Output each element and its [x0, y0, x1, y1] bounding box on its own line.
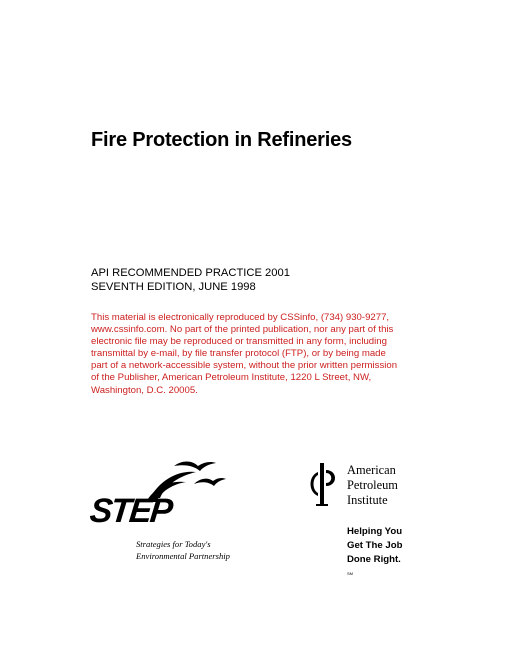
- api-slogan: [347, 525, 402, 581]
- service-mark: SM: [347, 571, 353, 576]
- api-logo: [306, 462, 446, 576]
- step-tagline-line: Strategies for Today's: [136, 539, 211, 549]
- notice-line: part of a network-accessible system, without the prior written permission: [91, 360, 398, 372]
- notice-line: This material is electronically reproduced by CSSinfo, (734) 930-9277,: [91, 312, 390, 323]
- step-tagline: [136, 538, 230, 562]
- api-slogan-line: Get The Job: [347, 540, 403, 551]
- api-monogram-icon: [306, 462, 340, 506]
- copyright-notice: [91, 312, 421, 397]
- notice-line: Washington, D.C. 20005.: [91, 384, 198, 396]
- api-slogan-line: Helping You: [347, 526, 403, 537]
- notice-line: www.cssinfo.com. No part of the printed publication, nor any part of this: [91, 324, 394, 336]
- api-slogan-line: [347, 553, 402, 581]
- document-designation-block: [91, 266, 290, 294]
- notice-line: electronic file may be reproduced or transmitted in any form, including: [91, 336, 387, 348]
- api-institute-name: [347, 463, 398, 508]
- api-name-line: Institute: [347, 493, 388, 507]
- api-name-line: American: [347, 463, 396, 477]
- step-logo: [90, 458, 240, 568]
- document-designation: API RECOMMENDED PRACTICE 2001: [91, 267, 290, 279]
- step-wordmark: STEP: [88, 492, 173, 530]
- document-title: Fire Protection in Refineries: [91, 129, 352, 151]
- api-slogan-text: Done Right.: [347, 554, 401, 565]
- api-name-line: Petroleum: [347, 478, 398, 492]
- notice-line: of the Publisher, American Petroleum Institute, 1220 L Street, NW,: [91, 372, 372, 384]
- document-edition: SEVENTH EDITION, JUNE 1998: [91, 281, 256, 293]
- notice-line: transmittal by e-mail, by file transfer protocol (FTP), or by being made: [91, 348, 386, 360]
- step-tagline-line: Environmental Partnership: [136, 551, 230, 561]
